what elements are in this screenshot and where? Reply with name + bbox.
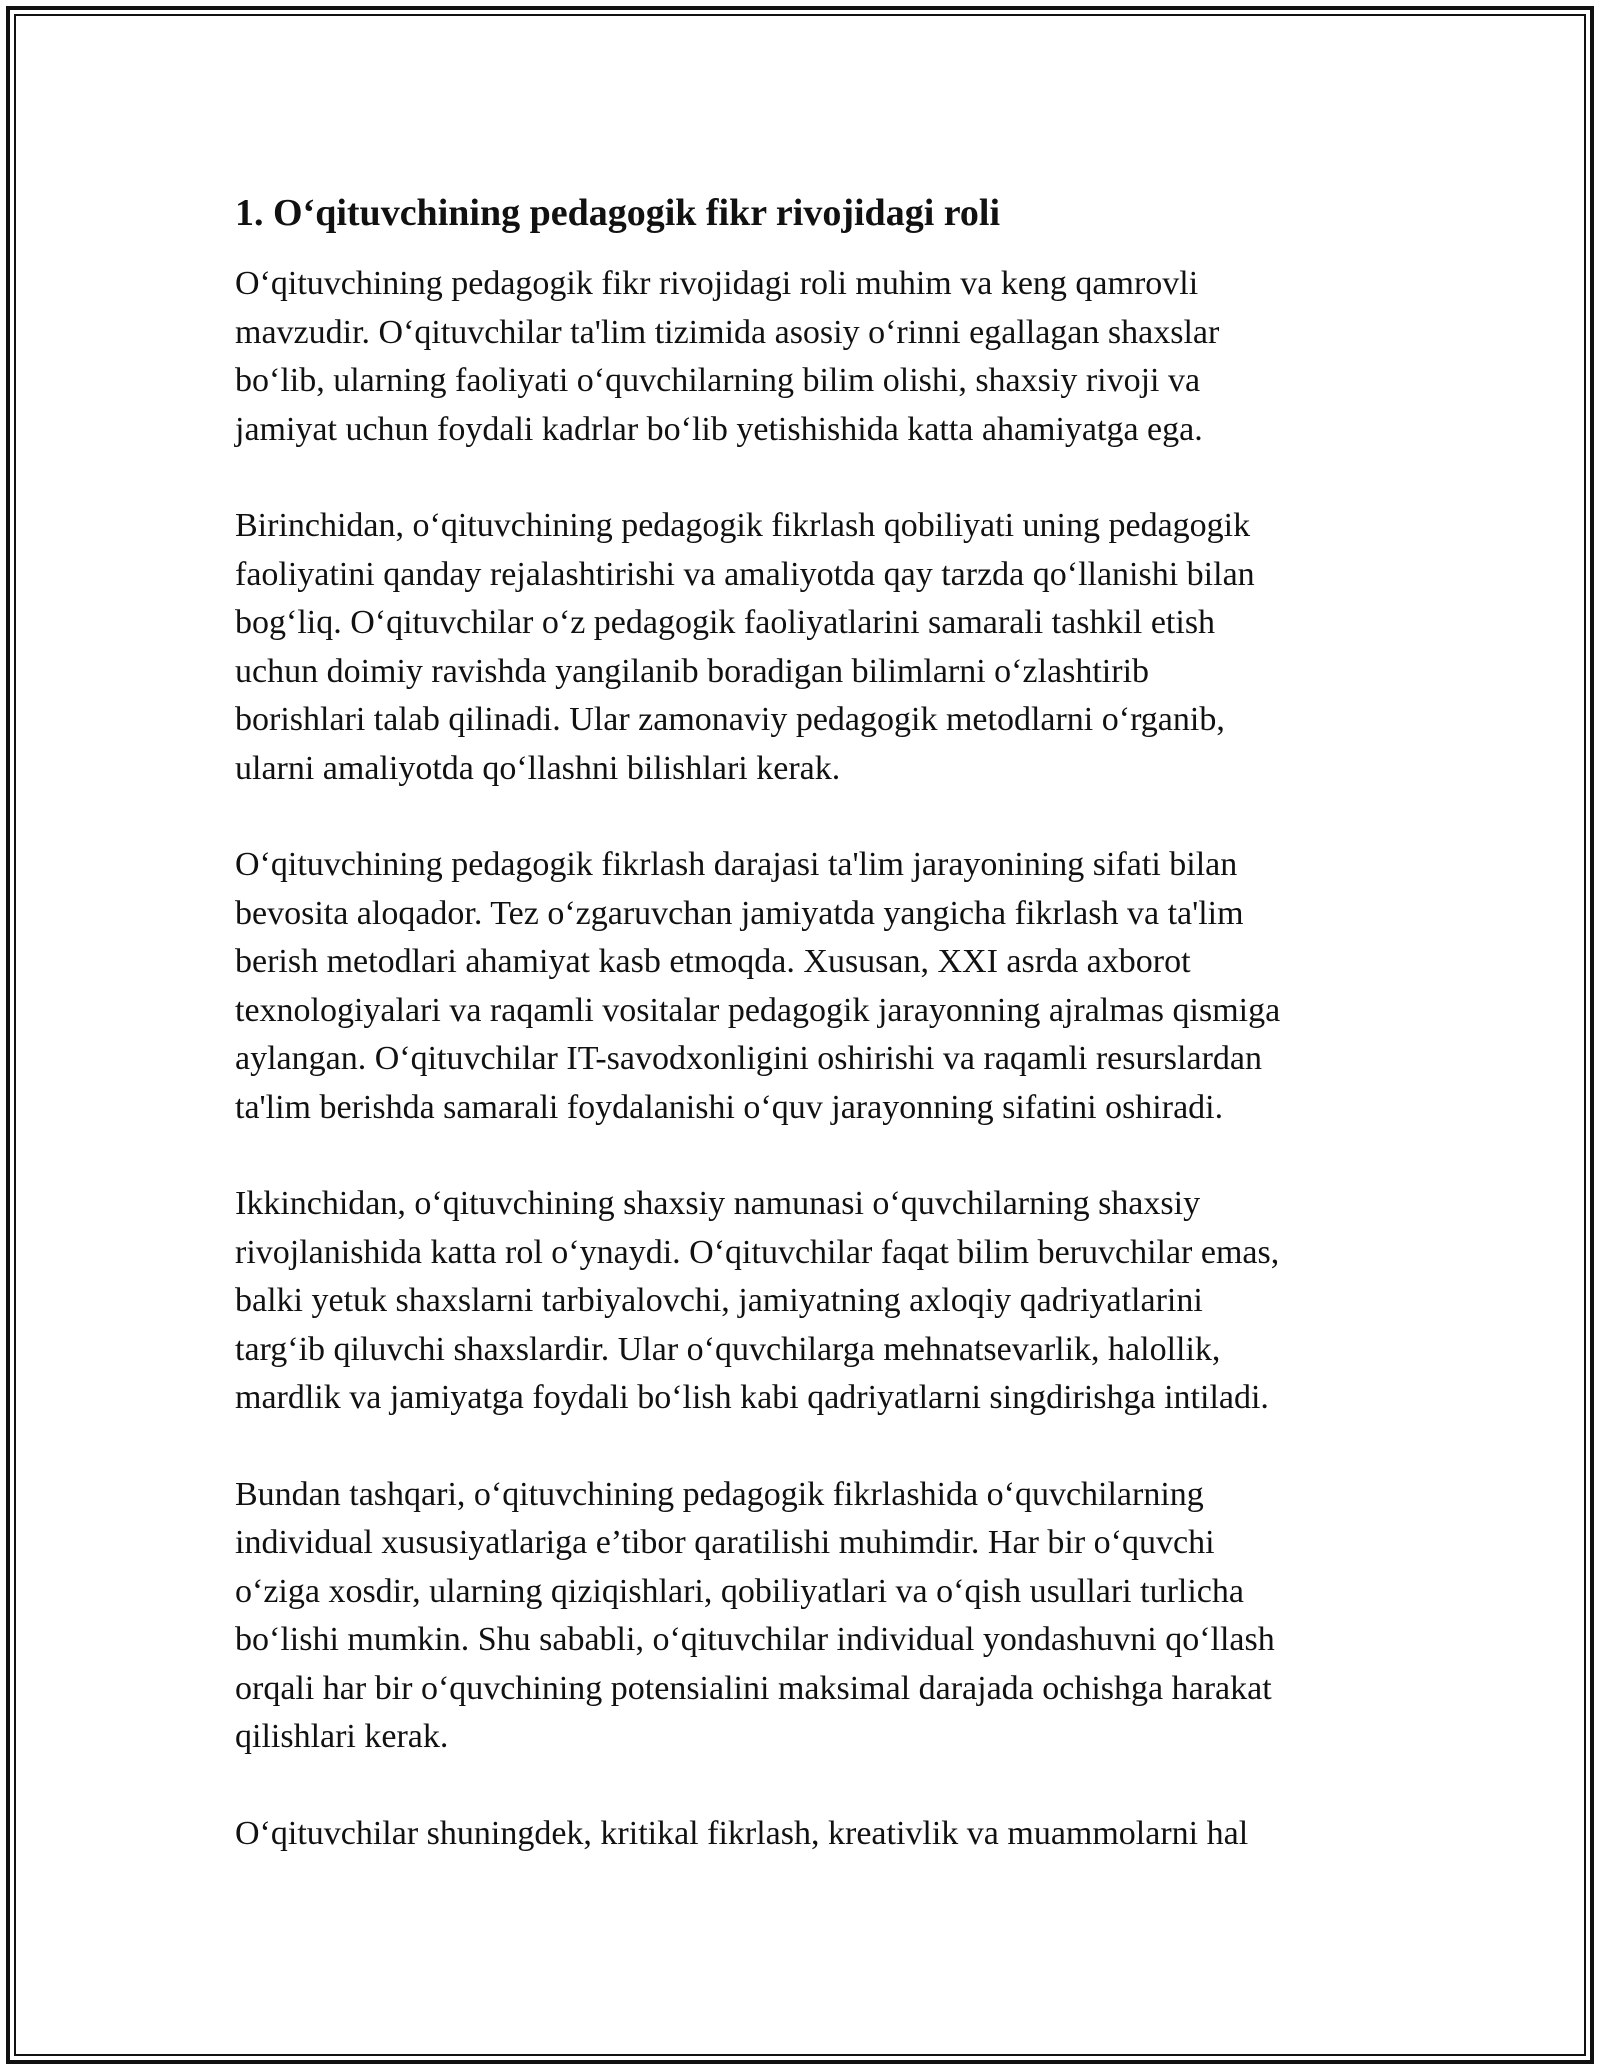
section-heading: 1. Oʻqituvchining pedagogik fikr rivojidagi roli	[235, 192, 1001, 234]
text-line: texnologiyalari va raqamli vositalar pedagogik jarayonning ajralmas qismiga	[235, 991, 1281, 1029]
text-line: Oʻqituvchining pedagogik fikr rivojidagi roli muhim va keng qamrovli	[235, 265, 1199, 302]
text-line: Oʻqituvchining pedagogik fikrlash darajasi ta'lim jarayonining sifati bilan	[235, 846, 1238, 883]
paragraph-2	[235, 502, 1375, 793]
paragraph-3	[235, 841, 1375, 1132]
text-line: balki yetuk shaxslarni tarbiyalovchi, jamiyatning axloqiy qadriyatlarini	[235, 1282, 1203, 1319]
text-line: rivojlanishida katta rol oʻynaydi. Oʻqituvchilar faqat bilim beruvchilar emas,	[235, 1233, 1280, 1271]
text-line: Birinchidan, oʻqituvchining pedagogik fikrlash qobiliyati uning pedagogik	[235, 507, 1251, 544]
text-line: faoliyatini qanday rejalashtirishi va amaliyotda qay tarzda qoʻllanishi bilan	[235, 555, 1255, 593]
text-line: ularni amaliyotda qoʻllashni bilishlari kerak.	[235, 749, 841, 787]
text-line: Oʻqituvchilar shuningdek, kritikal fikrlash, kreativlik va muammolarni hal	[235, 1814, 1249, 1852]
text-line: Ikkinchidan, oʻqituvchining shaxsiy namunasi oʻquvchilarning shaxsiy	[235, 1185, 1201, 1222]
text-line: boʻlishi mumkin. Shu sababli, oʻqituvchilar individual yondashuvni qoʻllash	[235, 1621, 1275, 1658]
document-body	[235, 188, 1375, 1906]
text-line: mardlik va jamiyatga foydali boʻlish kabi qadriyatlarni singdirishga intiladi.	[235, 1379, 1269, 1416]
text-line: jamiyat uchun foydali kadrlar boʻlib yetishishida katta ahamiyatga ega.	[235, 410, 1203, 448]
text-line: targʻib qiluvchi shaxslardir. Ular oʻquvchilarga mehnatsevarlik, halollik,	[235, 1330, 1221, 1368]
text-line: ta'lim berishda samarali foydalanishi oʻquv jarayonning sifatini oshiradi.	[235, 1088, 1224, 1126]
text-line: orqali har bir oʻquvchining potensialini maksimal darajada ochishga harakat	[235, 1669, 1272, 1707]
text-line: bogʻliq. Oʻqituvchilar oʻz pedagogik faoliyatlarini samarali tashkil etish	[235, 604, 1216, 641]
paragraph-4	[235, 1180, 1375, 1423]
text-line: individual xususiyatlariga e’tibor qaratilishi muhimdir. Har bir oʻquvchi	[235, 1524, 1215, 1561]
paragraph-1	[235, 260, 1375, 454]
text-line: borishlari talab qilinadi. Ular zamonaviy pedagogik metodlarni oʻrganib,	[235, 701, 1225, 738]
paragraph-6	[235, 1810, 1375, 1859]
text-line: bevosita aloqador. Tez oʻzgaruvchan jamiyatda yangicha fikrlash va ta'lim	[235, 894, 1244, 932]
paragraph-5	[235, 1471, 1375, 1762]
text-line: qilishlari kerak.	[235, 1718, 449, 1755]
text-line: aylangan. Oʻqituvchilar IT-savodxonligini oshirishi va raqamli resurslardan	[235, 1040, 1262, 1077]
text-line: berish metodlari ahamiyat kasb etmoqda. Xususan, XXI asrda axborot	[235, 943, 1191, 980]
text-line: mavzudir. Oʻqituvchilar ta'lim tizimida asosiy oʻrinni egallagan shaxslar	[235, 313, 1220, 351]
text-line: boʻlib, ularning faoliyati oʻquvchilarning bilim olishi, shaxsiy rivoji va	[235, 362, 1201, 399]
text-line: Bundan tashqari, oʻqituvchining pedagogik fikrlashida oʻquvchilarning	[235, 1475, 1204, 1513]
text-line: oʻziga xosdir, ularning qiziqishlari, qobiliyatlari va oʻqish usullari turlicha	[235, 1572, 1244, 1610]
text-line: uchun doimiy ravishda yangilanib boradigan bilimlarni oʻzlashtirib	[235, 652, 1150, 690]
